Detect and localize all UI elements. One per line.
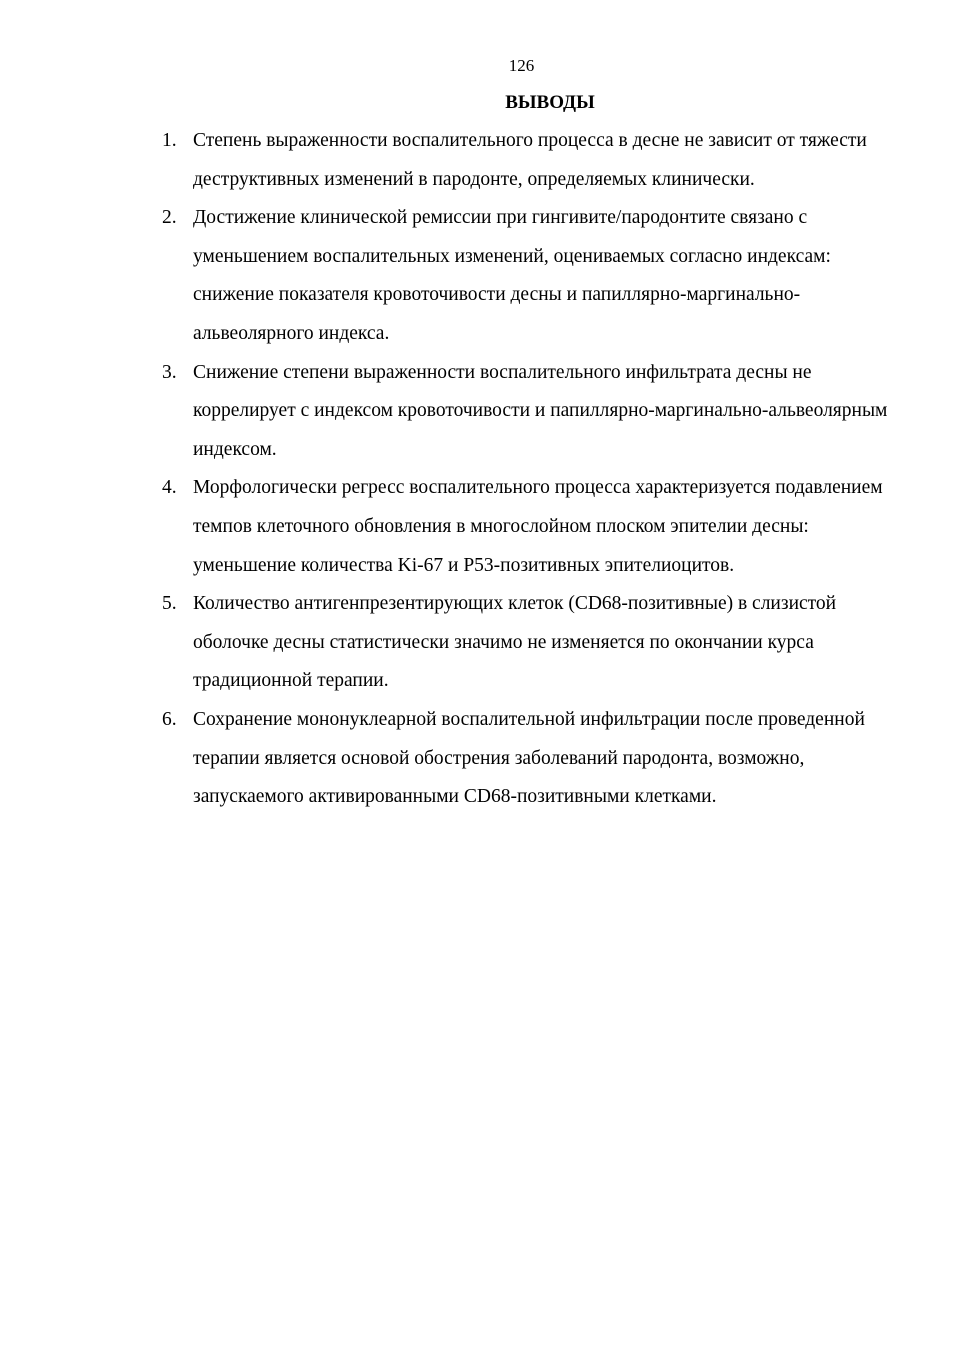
list-item-number: 5. [162,593,177,615]
list-item-number: 6. [162,708,177,730]
list-item-text: Снижение степени выраженности воспалительного инфильтрата десны не коррелирует с индексом кровоточивости и папиллярно-маргинально-альвеолярным индексом. [193,361,888,460]
list-item [162,354,914,470]
list-item-text: Морфологически регресс воспалительного процесса характеризуется подавлением темпов клеточного обновления в многослойном плоском эпителии десны: уменьшение количества Ki-67 и P53-позитивных эпителиоцитов. [193,477,883,576]
list-item-text: Сохранение мононуклеарной воспалительной инфильтрации после проведенной терапии является основой обострения заболеваний пародонта, возможно, запускаемого активированными CD68-позитивными клетками. [193,708,865,808]
list-item [162,585,914,701]
list-item-number: 4. [162,477,177,499]
list-item-text: Достижение клинической ремиссии при гингивите/пародонтите связано с уменьшением воспалительных изменений, оцениваемых согласно индексам: снижение показателя кровоточивости десны и папиллярно-маргинально-альвеолярного индекса. [193,207,831,344]
conclusions-list [162,122,914,817]
list-item-text: Степень выраженности воспалительного процесса в десне не зависит от тяжести деструктивных изменений в пародонте, определяемых клинически. [193,130,867,190]
list-item-number: 1. [162,130,177,151]
page-title: ВЫВОДЫ [505,92,595,113]
list-item [162,701,914,817]
list-item-number: 2. [162,207,177,229]
list-item-text: Количество антигенпрезентирующих клеток (CD68-позитивные) в слизистой оболочке десны статистически значимо не изменяется по окончании курса традиционной терапии. [193,593,837,692]
list-item-number: 3. [162,361,177,383]
page-number: 126 [508,56,535,75]
list-item [162,199,914,353]
list-item [162,122,914,199]
list-item [162,469,914,585]
